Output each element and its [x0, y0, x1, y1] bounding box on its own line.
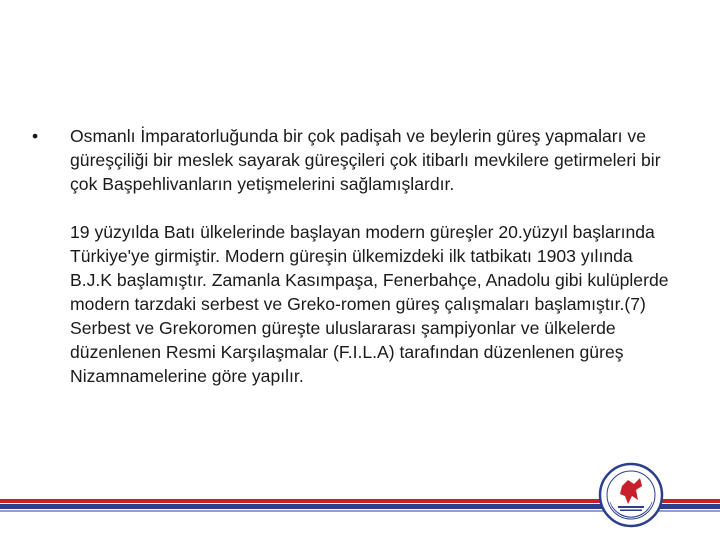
bullet-glyph: •	[32, 126, 39, 146]
bullet-text	[70, 124, 670, 388]
bullet-item	[30, 124, 670, 388]
paragraph-modern-wrestling: 19 yüzyılda Batı ülkelerinde başlayan modern güreşler 20.yüzyıl başlarında Türkiye'ye girmiştir. Modern güreşin ülkemizdeki ilk tatbikatı 1903 yılında B.J.K başlamıştır. Zamanla Kasımpaşa, Fenerbahçe, Anadolu gibi kulüplerde modern tarzdaki serbest ve Greko-romen güreş çalışmaları başlamıştır.(7)	[70, 222, 669, 314]
university-emblem-icon	[598, 462, 664, 528]
paragraph-ottoman: Osmanlı İmparatorluğunda bir çok padişah ve beylerin güreş yapmaları ve güreşçiliği bir meslek sayarak güreşçileri çok itibarlı mevkilere getirmeleri bir çok Başpehlivanların yetişmelerini sağlamışlardır.	[70, 126, 661, 194]
slide-body	[30, 124, 670, 388]
paragraph-international: Serbest ve Grekoromen güreşte uluslararası şampiyonlar ve ülkelerde düzenlenen Resmi Karşılaşmalar (F.I.L.A) tarafından düzenlenen güreş Nizamnamelerine göre yapılır.	[70, 318, 624, 386]
